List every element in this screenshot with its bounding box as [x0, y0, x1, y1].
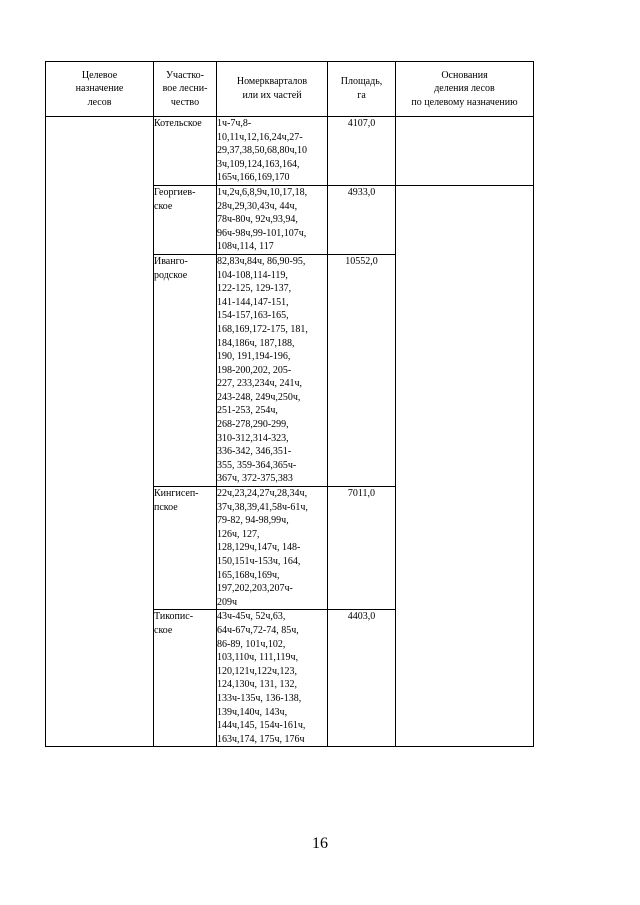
purpose-cell: [46, 117, 154, 747]
header-district-text: Участко- вое лесни- чество: [162, 69, 208, 108]
district-cell: Кингисеп- пское: [154, 487, 217, 610]
header-basis: [396, 62, 534, 117]
basis-cell: [396, 185, 534, 746]
area-cell: 4933,0: [328, 185, 396, 254]
district-cell: Тикопис- ское: [154, 610, 217, 747]
header-row: [46, 62, 534, 117]
forest-division-table: [45, 61, 534, 747]
district-cell: Георгиев- ское: [154, 185, 217, 254]
header-area: [328, 62, 396, 117]
table-body: [46, 117, 534, 747]
header-district: [154, 62, 217, 117]
quarters-cell: 82,83ч,84ч, 86,90-95, 104-108,114-119, 122-125, 129-137, 141-144,147-151, 154-157,163-165, 168,169,172-175, 181, 184,186ч, 187,188, 190, 191,194-196, 198-200,202, 205- 227, 233,234ч, 241ч, 243-248, 249ч,250ч, 251-253, 254ч, 268-278,290-299, 310-312,314-323, 336-342, 346,351- 355, 359-364,365ч- 367ч, 372-375,383: [217, 254, 328, 486]
district-cell: Котельское: [154, 117, 217, 186]
table-header: [46, 62, 534, 117]
area-cell: 4107,0: [328, 117, 396, 186]
header-quarters-text: Номеркварталов или их частей: [236, 76, 308, 101]
area-cell: 7011,0: [328, 487, 396, 610]
header-area-text: Площадь, га: [340, 76, 383, 101]
quarters-cell: 1ч,2ч,6,8,9ч,10,17,18, 28ч,29,30,43ч, 44ч, 78ч-80ч, 92ч,93,94, 96ч-98ч,99-101,107ч, 108ч,114, 117: [217, 185, 328, 254]
area-cell: 10552,0: [328, 254, 396, 486]
quarters-cell: 22ч,23,24,27ч,28,34ч, 37ч,38,39,41,58ч-61ч, 79-82, 94-98,99ч, 126ч, 127, 128,129ч,147ч, 148- 150,151ч-153ч, 164, 165,168ч,169ч, 197,202,203,207ч- 209ч: [217, 487, 328, 610]
quarters-cell: 1ч-7ч,8- 10,11ч,12,16,24ч,27- 29,37,38,50,68,80ч,10 3ч,109,124,163,164, 165ч,166,169,170: [217, 117, 328, 186]
page-number: 16: [312, 835, 328, 852]
header-purpose-text: Целевое назначение лесов: [75, 69, 124, 108]
district-cell: Иванго- родское: [154, 254, 217, 486]
quarters-cell: 43ч-45ч, 52ч,63, 64ч-67ч,72-74, 85ч, 86-89, 101ч,102, 103,110ч, 111,119ч, 120,121ч,122ч,123, 124,130ч, 131, 132, 133ч-135ч, 136-138, 139ч,140ч, 143ч, 144ч,145, 154ч-161ч, 163ч,174, 175ч, 176ч: [217, 610, 328, 747]
table-row: [46, 117, 534, 186]
basis-cell: [396, 117, 534, 186]
header-purpose: [46, 62, 154, 117]
area-cell: 4403,0: [328, 610, 396, 747]
header-basis-text: Основания деления лесов по целевому назначению: [411, 69, 518, 108]
header-quarters: [217, 62, 328, 117]
